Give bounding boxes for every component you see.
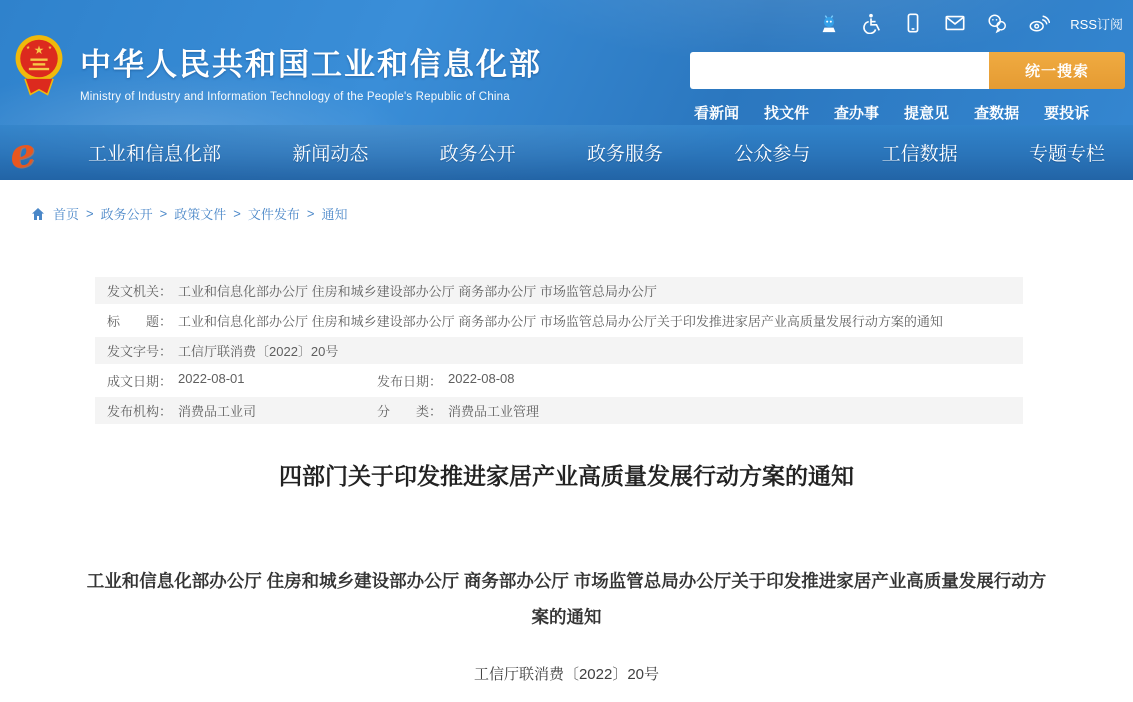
article-doc-number: 工信厅联消费〔2022〕20号: [473, 666, 660, 683]
breadcrumb-item-notice[interactable]: 通知: [321, 207, 348, 222]
nav-item-participation[interactable]: 公众参与: [734, 144, 811, 165]
meta-row-dates: [95, 367, 1023, 394]
search-input[interactable]: [690, 52, 989, 89]
nav-item-news[interactable]: 新闻动态: [292, 144, 369, 165]
header-toolbar: [818, 12, 1123, 34]
site-header: [0, 0, 1133, 125]
mobile-icon[interactable]: [902, 12, 924, 34]
meta-label: 标 题：: [107, 314, 173, 329]
rss-subscribe-link[interactable]: RSS订阅: [1070, 16, 1123, 32]
site-subtitle-en: Ministry of Industry and Information Technology of the People's Republic of China: [80, 91, 510, 103]
breadcrumb-item-gov-disclosure[interactable]: 政务公开: [100, 207, 153, 222]
meta-row-doc-number: [95, 337, 1023, 364]
national-emblem-logo: [14, 33, 64, 109]
meta-value: 工业和信息化部办公厅 住房和城乡建设部办公厅 商务部办公厅 市场监管总局办公厅关于印发推进家居产业高质量发展行动方案的通知: [178, 314, 943, 329]
quick-link-data[interactable]: 查数据: [974, 105, 1020, 122]
mail-icon[interactable]: [944, 12, 966, 34]
meta-row-publisher-category: [95, 397, 1023, 424]
meta-value: 消费品工业管理: [448, 404, 540, 419]
quick-link-services[interactable]: 查办事: [834, 105, 880, 122]
breadcrumb-separator: >: [159, 206, 168, 221]
breadcrumb-separator: >: [86, 206, 94, 221]
breadcrumb-home[interactable]: 首页: [53, 207, 80, 222]
mascot-icon[interactable]: [818, 12, 840, 34]
meta-row-issuing-agency: [95, 277, 1023, 304]
article-subtitle: 工业和信息化部办公厅 住房和城乡建设部办公厅 商务部办公厅 市场监管总局办公厅关于印发推进家居产业高质量发展行动方案的通知: [86, 571, 1047, 627]
quick-links: [690, 102, 1125, 123]
search-area: [690, 52, 1125, 123]
meta-label: 成文日期：: [107, 374, 173, 389]
site-brand: [14, 33, 542, 109]
meta-label: 发文机关：: [107, 284, 173, 299]
breadcrumb-separator: >: [233, 206, 241, 221]
meta-value: 工信厅联消费〔2022〕20号: [178, 344, 339, 359]
accessibility-icon[interactable]: [860, 12, 882, 34]
meta-label: 发布机构：: [107, 404, 173, 419]
wechat-icon[interactable]: [986, 12, 1008, 34]
svg-text:★: ★: [47, 45, 53, 51]
article-title: 四部门关于印发推进家居产业高质量发展行动方案的通知: [279, 463, 854, 489]
breadcrumb: [30, 204, 1133, 223]
site-title: 中华人民共和国工业和信息化部: [80, 47, 542, 82]
breadcrumb-item-file-release[interactable]: 文件发布: [247, 207, 300, 222]
quick-link-feedback[interactable]: 提意见: [904, 105, 950, 122]
meta-value: 工业和信息化部办公厅 住房和城乡建设部办公厅 商务部办公厅 市场监管总局办公厅: [178, 284, 657, 299]
nav-item-data[interactable]: 工信数据: [881, 144, 958, 165]
nav-item-gov-disclosure[interactable]: 政务公开: [439, 144, 516, 165]
quick-link-complaint[interactable]: 要投诉: [1044, 105, 1090, 122]
quick-link-files[interactable]: 找文件: [764, 105, 810, 122]
meta-value: 消费品工业司: [178, 404, 257, 419]
meta-row-title: [95, 307, 1023, 334]
meta-label: 发布日期：: [377, 374, 443, 389]
miit-e-logo-icon: e: [6, 128, 39, 179]
nav-item-miit[interactable]: 工业和信息化部: [88, 144, 222, 165]
breadcrumb-separator: >: [306, 206, 315, 221]
weibo-icon[interactable]: [1028, 12, 1050, 34]
quick-link-news[interactable]: 看新闻: [694, 105, 740, 122]
svg-text:★: ★: [25, 45, 31, 51]
nav-item-gov-services[interactable]: 政务服务: [586, 144, 663, 165]
home-icon[interactable]: [30, 206, 46, 222]
document-meta-table: [95, 277, 1023, 424]
meta-label: 分 类：: [377, 404, 443, 419]
nav-item-topics[interactable]: 专题专栏: [1028, 144, 1105, 165]
breadcrumb-item-policy-files[interactable]: 政策文件: [174, 207, 227, 222]
meta-label: 发文字号：: [107, 344, 173, 359]
meta-value: 2022-08-01: [178, 371, 245, 386]
meta-value: 2022-08-08: [448, 371, 515, 386]
main-nav: [0, 125, 1133, 180]
svg-text:★: ★: [33, 43, 45, 57]
unified-search-button[interactable]: 统一搜索: [989, 52, 1125, 89]
